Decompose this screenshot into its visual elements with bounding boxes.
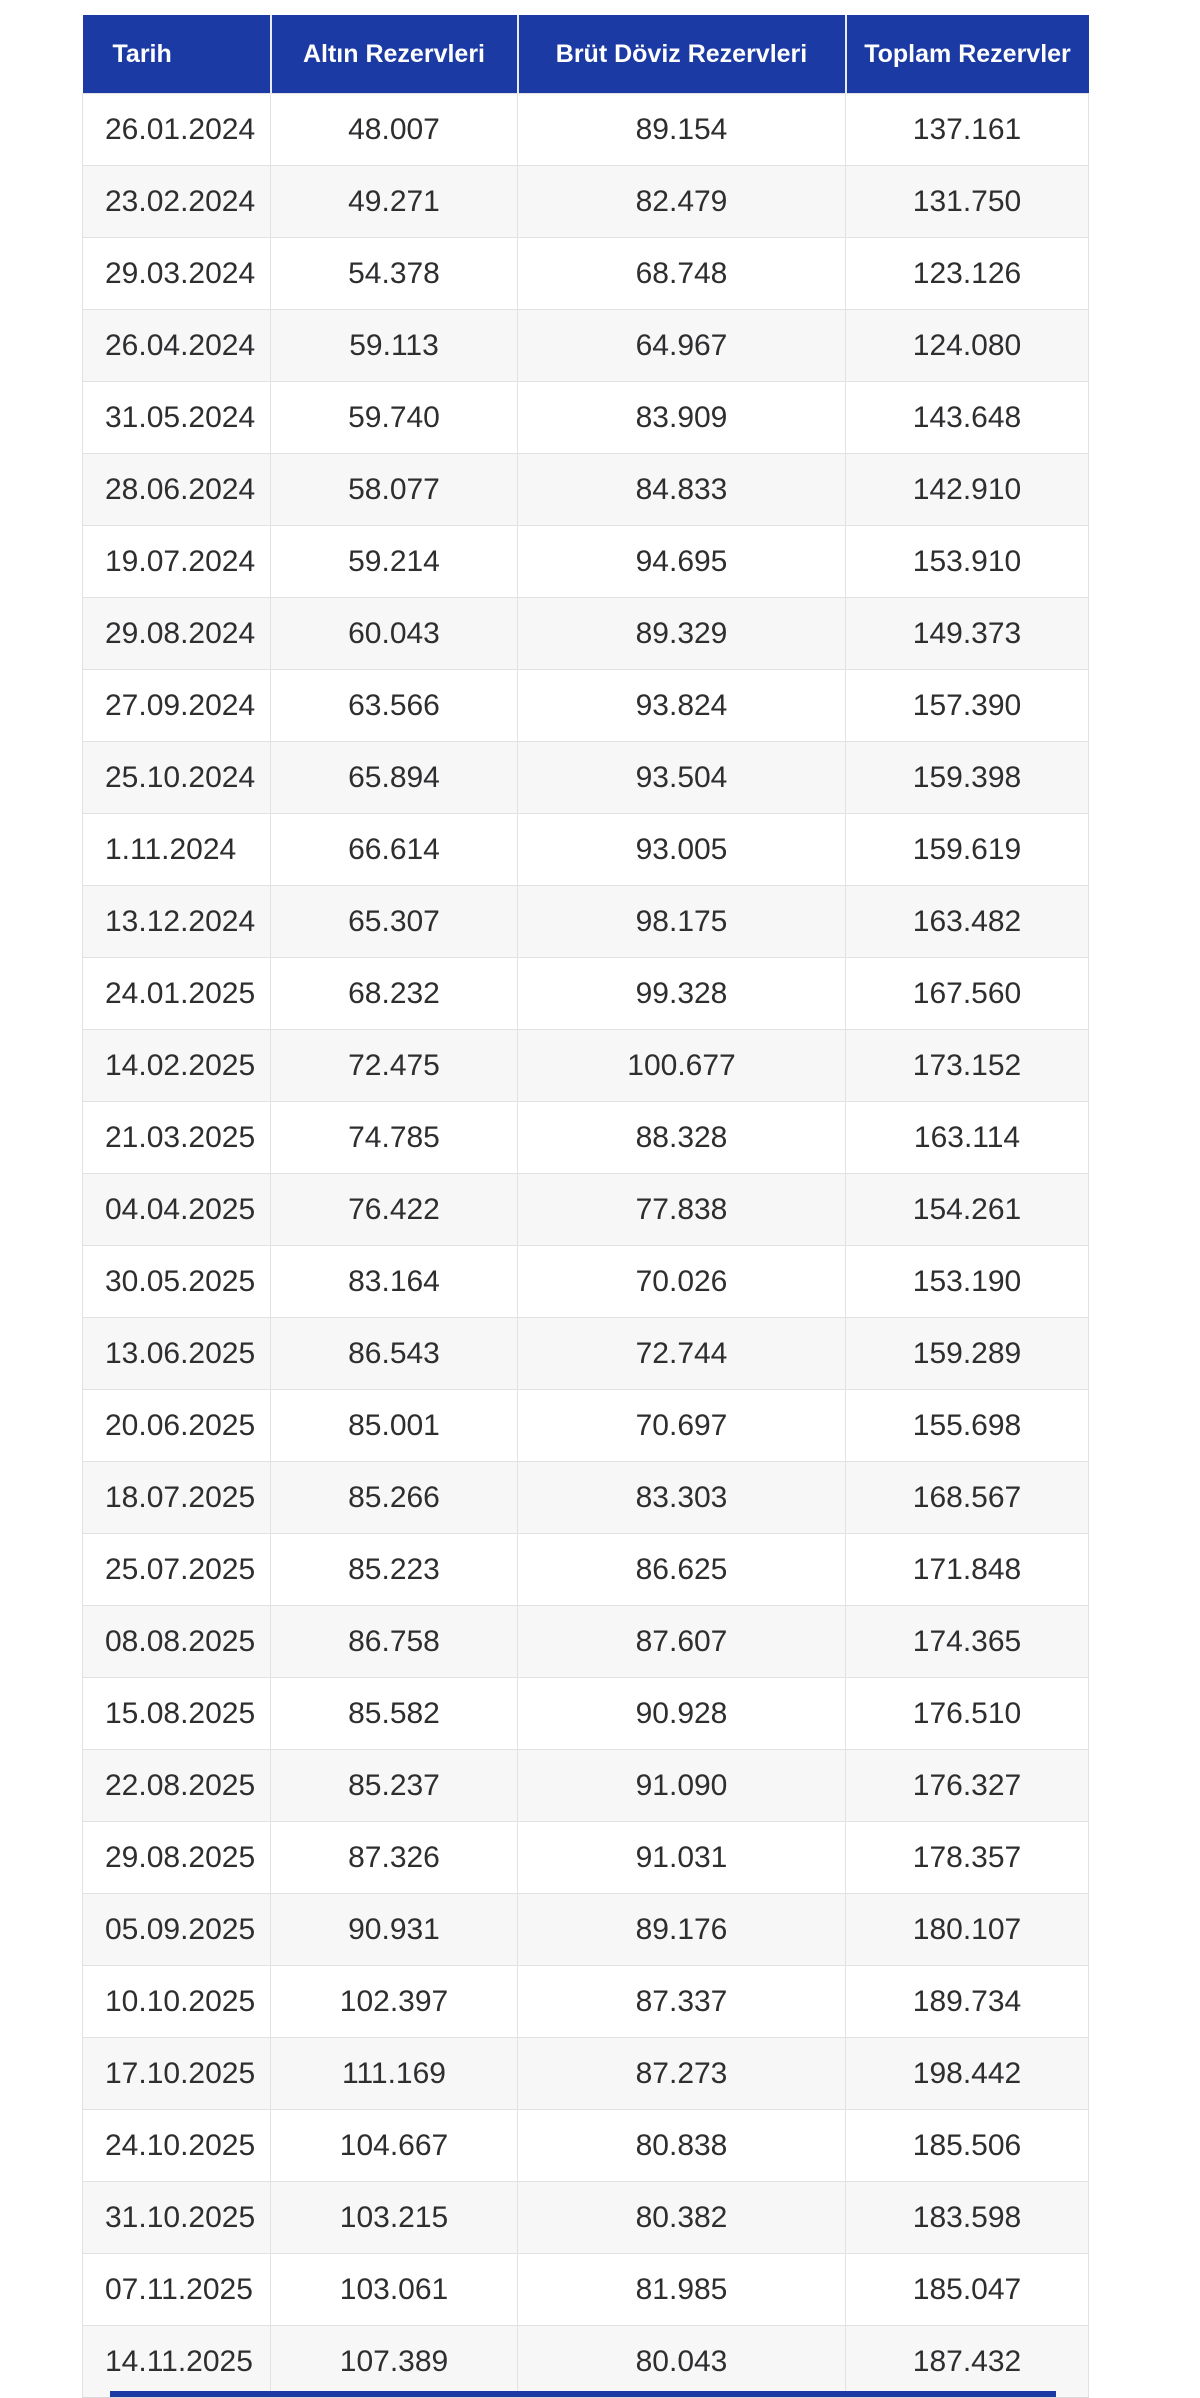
- value-cell: 93.824: [518, 670, 846, 742]
- date-cell: 25.07.2025: [83, 1534, 271, 1606]
- value-cell: 99.328: [518, 958, 846, 1030]
- date-cell: 31.10.2025: [83, 2182, 271, 2254]
- date-cell: 29.08.2024: [83, 598, 271, 670]
- value-cell: 80.043: [518, 2326, 846, 2398]
- value-cell: 100.677: [518, 1030, 846, 1102]
- value-cell: 80.838: [518, 2110, 846, 2182]
- value-cell: 86.543: [271, 1318, 518, 1390]
- value-cell: 149.373: [846, 598, 1089, 670]
- value-cell: 84.833: [518, 454, 846, 526]
- value-cell: 59.214: [271, 526, 518, 598]
- value-cell: 91.031: [518, 1822, 846, 1894]
- value-cell: 83.303: [518, 1462, 846, 1534]
- date-cell: 14.11.2025: [83, 2326, 271, 2398]
- value-cell: 176.510: [846, 1678, 1089, 1750]
- table-row: [83, 598, 1089, 670]
- table-row: [83, 526, 1089, 598]
- value-cell: 87.337: [518, 1966, 846, 2038]
- date-cell: 30.05.2025: [83, 1246, 271, 1318]
- value-cell: 155.698: [846, 1390, 1089, 1462]
- date-cell: 20.06.2025: [83, 1390, 271, 1462]
- date-cell: 1.11.2024: [83, 814, 271, 886]
- value-cell: 142.910: [846, 454, 1089, 526]
- value-cell: 72.475: [271, 1030, 518, 1102]
- value-cell: 187.432: [846, 2326, 1089, 2398]
- value-cell: 85.223: [271, 1534, 518, 1606]
- value-cell: 89.176: [518, 1894, 846, 1966]
- table-row: [83, 742, 1089, 814]
- value-cell: 167.560: [846, 958, 1089, 1030]
- value-cell: 185.047: [846, 2254, 1089, 2326]
- value-cell: 54.378: [271, 238, 518, 310]
- date-cell: 18.07.2025: [83, 1462, 271, 1534]
- value-cell: 137.161: [846, 94, 1089, 166]
- table-row: [83, 814, 1089, 886]
- table-body: [83, 94, 1089, 2398]
- value-cell: 65.894: [271, 742, 518, 814]
- value-cell: 80.382: [518, 2182, 846, 2254]
- date-cell: 14.02.2025: [83, 1030, 271, 1102]
- table-row: [83, 2326, 1089, 2398]
- value-cell: 86.758: [271, 1606, 518, 1678]
- table-row: [83, 1102, 1089, 1174]
- table-row: [83, 1030, 1089, 1102]
- value-cell: 85.266: [271, 1462, 518, 1534]
- date-cell: 28.06.2024: [83, 454, 271, 526]
- date-cell: 21.03.2025: [83, 1102, 271, 1174]
- table-row: [83, 2182, 1089, 2254]
- date-cell: 05.09.2025: [83, 1894, 271, 1966]
- value-cell: 87.607: [518, 1606, 846, 1678]
- value-cell: 176.327: [846, 1750, 1089, 1822]
- table-row: [83, 2254, 1089, 2326]
- column-header-toplam-rezervler: Toplam Rezervler: [846, 15, 1089, 94]
- value-cell: 58.077: [271, 454, 518, 526]
- table-row: [83, 2038, 1089, 2110]
- value-cell: 87.273: [518, 2038, 846, 2110]
- value-cell: 159.398: [846, 742, 1089, 814]
- reserves-table: [82, 15, 1089, 2398]
- value-cell: 48.007: [271, 94, 518, 166]
- value-cell: 85.237: [271, 1750, 518, 1822]
- value-cell: 85.582: [271, 1678, 518, 1750]
- value-cell: 153.910: [846, 526, 1089, 598]
- value-cell: 60.043: [271, 598, 518, 670]
- table-row: [83, 1966, 1089, 2038]
- date-cell: 17.10.2025: [83, 2038, 271, 2110]
- table-row: [83, 1390, 1089, 1462]
- table-row: [83, 958, 1089, 1030]
- value-cell: 189.734: [846, 1966, 1089, 2038]
- date-cell: 26.01.2024: [83, 94, 271, 166]
- value-cell: 168.567: [846, 1462, 1089, 1534]
- date-cell: 19.07.2024: [83, 526, 271, 598]
- table-row: [83, 454, 1089, 526]
- table-row: [83, 1750, 1089, 1822]
- value-cell: 131.750: [846, 166, 1089, 238]
- value-cell: 64.967: [518, 310, 846, 382]
- date-cell: 22.08.2025: [83, 1750, 271, 1822]
- date-cell: 08.08.2025: [83, 1606, 271, 1678]
- value-cell: 77.838: [518, 1174, 846, 1246]
- value-cell: 93.005: [518, 814, 846, 886]
- date-cell: 15.08.2025: [83, 1678, 271, 1750]
- table-row: [83, 310, 1089, 382]
- value-cell: 103.061: [271, 2254, 518, 2326]
- table-row: [83, 238, 1089, 310]
- value-cell: 86.625: [518, 1534, 846, 1606]
- value-cell: 72.744: [518, 1318, 846, 1390]
- value-cell: 107.389: [271, 2326, 518, 2398]
- table-row: [83, 670, 1089, 742]
- column-header-tarih: Tarih: [83, 15, 271, 94]
- value-cell: 89.154: [518, 94, 846, 166]
- value-cell: 59.113: [271, 310, 518, 382]
- value-cell: 76.422: [271, 1174, 518, 1246]
- value-cell: 185.506: [846, 2110, 1089, 2182]
- value-cell: 85.001: [271, 1390, 518, 1462]
- table-row: [83, 1822, 1089, 1894]
- date-cell: 27.09.2024: [83, 670, 271, 742]
- value-cell: 90.931: [271, 1894, 518, 1966]
- date-cell: 31.05.2024: [83, 382, 271, 454]
- value-cell: 74.785: [271, 1102, 518, 1174]
- table-row: [83, 1606, 1089, 1678]
- value-cell: 183.598: [846, 2182, 1089, 2254]
- value-cell: 124.080: [846, 310, 1089, 382]
- date-cell: 04.04.2025: [83, 1174, 271, 1246]
- table-row: [83, 1894, 1089, 1966]
- value-cell: 163.114: [846, 1102, 1089, 1174]
- value-cell: 174.365: [846, 1606, 1089, 1678]
- next-table-header-sliver: [110, 2391, 1056, 2397]
- date-cell: 13.12.2024: [83, 886, 271, 958]
- table-row: [83, 166, 1089, 238]
- date-cell: 10.10.2025: [83, 1966, 271, 2038]
- table-row: [83, 382, 1089, 454]
- value-cell: 143.648: [846, 382, 1089, 454]
- value-cell: 89.329: [518, 598, 846, 670]
- table-row: [83, 1678, 1089, 1750]
- column-header-brut-doviz-rezervleri: Brüt Döviz Rezervleri: [518, 15, 846, 94]
- table-row: [83, 1462, 1089, 1534]
- date-cell: 13.06.2025: [83, 1318, 271, 1390]
- table-row: [83, 2110, 1089, 2182]
- value-cell: 178.357: [846, 1822, 1089, 1894]
- value-cell: 70.026: [518, 1246, 846, 1318]
- value-cell: 159.289: [846, 1318, 1089, 1390]
- value-cell: 68.232: [271, 958, 518, 1030]
- value-cell: 102.397: [271, 1966, 518, 2038]
- value-cell: 171.848: [846, 1534, 1089, 1606]
- value-cell: 90.928: [518, 1678, 846, 1750]
- value-cell: 66.614: [271, 814, 518, 886]
- table-header: [83, 15, 1089, 94]
- value-cell: 88.328: [518, 1102, 846, 1174]
- value-cell: 59.740: [271, 382, 518, 454]
- value-cell: 82.479: [518, 166, 846, 238]
- value-cell: 81.985: [518, 2254, 846, 2326]
- value-cell: 65.307: [271, 886, 518, 958]
- value-cell: 157.390: [846, 670, 1089, 742]
- value-cell: 49.271: [271, 166, 518, 238]
- table-row: [83, 1534, 1089, 1606]
- value-cell: 154.261: [846, 1174, 1089, 1246]
- value-cell: 180.107: [846, 1894, 1089, 1966]
- date-cell: 24.10.2025: [83, 2110, 271, 2182]
- value-cell: 153.190: [846, 1246, 1089, 1318]
- date-cell: 29.03.2024: [83, 238, 271, 310]
- table-row: [83, 94, 1089, 166]
- value-cell: 70.697: [518, 1390, 846, 1462]
- date-cell: 07.11.2025: [83, 2254, 271, 2326]
- value-cell: 83.164: [271, 1246, 518, 1318]
- table-row: [83, 886, 1089, 958]
- table-row: [83, 1174, 1089, 1246]
- date-cell: 24.01.2025: [83, 958, 271, 1030]
- value-cell: 173.152: [846, 1030, 1089, 1102]
- table-row: [83, 1246, 1089, 1318]
- value-cell: 198.442: [846, 2038, 1089, 2110]
- value-cell: 83.909: [518, 382, 846, 454]
- value-cell: 103.215: [271, 2182, 518, 2254]
- value-cell: 91.090: [518, 1750, 846, 1822]
- column-header-altin-rezervleri: Altın Rezervleri: [271, 15, 518, 94]
- value-cell: 98.175: [518, 886, 846, 958]
- date-cell: 25.10.2024: [83, 742, 271, 814]
- value-cell: 93.504: [518, 742, 846, 814]
- table-row: [83, 1318, 1089, 1390]
- value-cell: 68.748: [518, 238, 846, 310]
- date-cell: 29.08.2025: [83, 1822, 271, 1894]
- date-cell: 26.04.2024: [83, 310, 271, 382]
- value-cell: 163.482: [846, 886, 1089, 958]
- value-cell: 104.667: [271, 2110, 518, 2182]
- value-cell: 87.326: [271, 1822, 518, 1894]
- value-cell: 123.126: [846, 238, 1089, 310]
- date-cell: 23.02.2024: [83, 166, 271, 238]
- value-cell: 63.566: [271, 670, 518, 742]
- value-cell: 111.169: [271, 2038, 518, 2110]
- value-cell: 94.695: [518, 526, 846, 598]
- value-cell: 159.619: [846, 814, 1089, 886]
- header-row: [83, 15, 1089, 94]
